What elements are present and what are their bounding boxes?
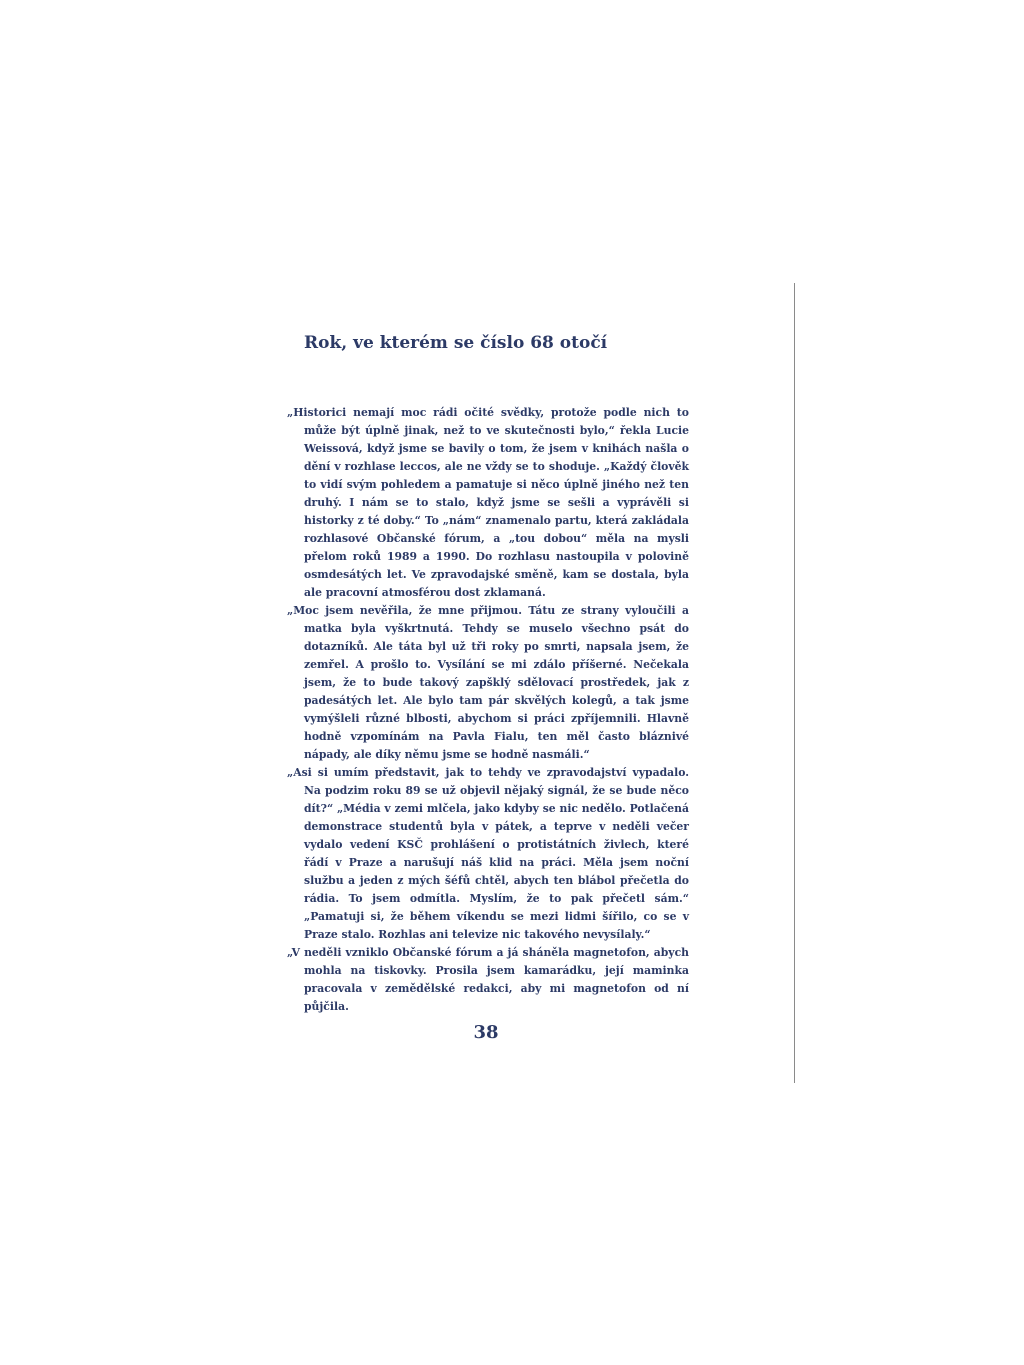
body-text	[287, 404, 689, 1016]
page-edge-line	[794, 283, 795, 1083]
chapter-title: Rok, ve kterém se číslo 68 otočí	[304, 333, 608, 353]
paragraph: „Moc jsem nevěřila, že mne přijmou. Tátu ze strany vyloučili a matka byla vyškrtnutá. Tehdy se muselo všechno psát do dotazníků. Ale táta byl už tři roky po smrti, napsala jsem, že zemřel. A prošlo to. Vysílání se mi zdálo příšerné. Nečekala jsem, že to bude takový zapšklý sdělovací prostředek, jak z padesátých let. Ale bylo tam pár skvělých kolegů, a tak jsme vymýšleli různé blbosti, abychom si práci zpříjemnili. Hlavně hodně vzpomínám na Pavla Fialu, ten měl často bláznivé nápady, ale díky němu jsme se hodně nasmáli.“	[287, 604, 689, 761]
paragraph: „Asi si umím představit, jak to tehdy ve zpravodajství vypadalo. Na podzim roku 89 se už objevil nějaký signál, že se bude něco dít?“ „Média v zemi mlčela, jako kdyby se nic nedělo. Potlačená demonstrace studentů byla v pátek, a teprve v neděli večer vydalo vedení KSČ prohlášení o protistátních živlech, které řádí v Praze a narušují náš klid na práci. Měla jsem noční službu a jeden z mých šéfů chtěl, abych ten blábol přečetla do rádia. To jsem odmítla. Myslím, že to pak přečetl sám.“ „Pamatuji si, že během víkendu se mezi lidmi šířilo, co se v Praze stalo. Rozhlas ani televize nic takového nevysílaly.“	[287, 766, 689, 941]
page-number: 38	[473, 1022, 499, 1043]
paragraph: „Historici nemají moc rádi očité svědky, protože podle nich to může být úplně jinak, než to ve skutečnosti bylo,“ řekla Lucie Weissová, když jsme se bavily o tom, že jsem v knihách našla o dění v rozhlase leccos, ale ne vždy se to shoduje. „Každý člověk to vidí svým pohledem a pamatuje si něco úplně jiného než ten druhý. I nám se to stalo, když jsme se sešli a vyprávěli si historky z té doby.“ To „nám“ znamenalo partu, která zakládala rozhlasové Občanské fórum, a „tou dobou“ měla na mysli přelom roků 1989 a 1990. Do rozhlasu nastoupila v polovině osmdesátých let. Ve zpravodajské směně, kam se dostala, byla ale pracovní atmosférou dost zklamaná.	[287, 406, 689, 599]
paragraph: „V neděli vzniklo Občanské fórum a já sháněla magnetofon, abych mohla na tiskovky. Prosila jsem kamarádku, její maminka pracovala v zemědělské redakci, aby mi magnetofon od ní půjčila.	[287, 946, 689, 1013]
